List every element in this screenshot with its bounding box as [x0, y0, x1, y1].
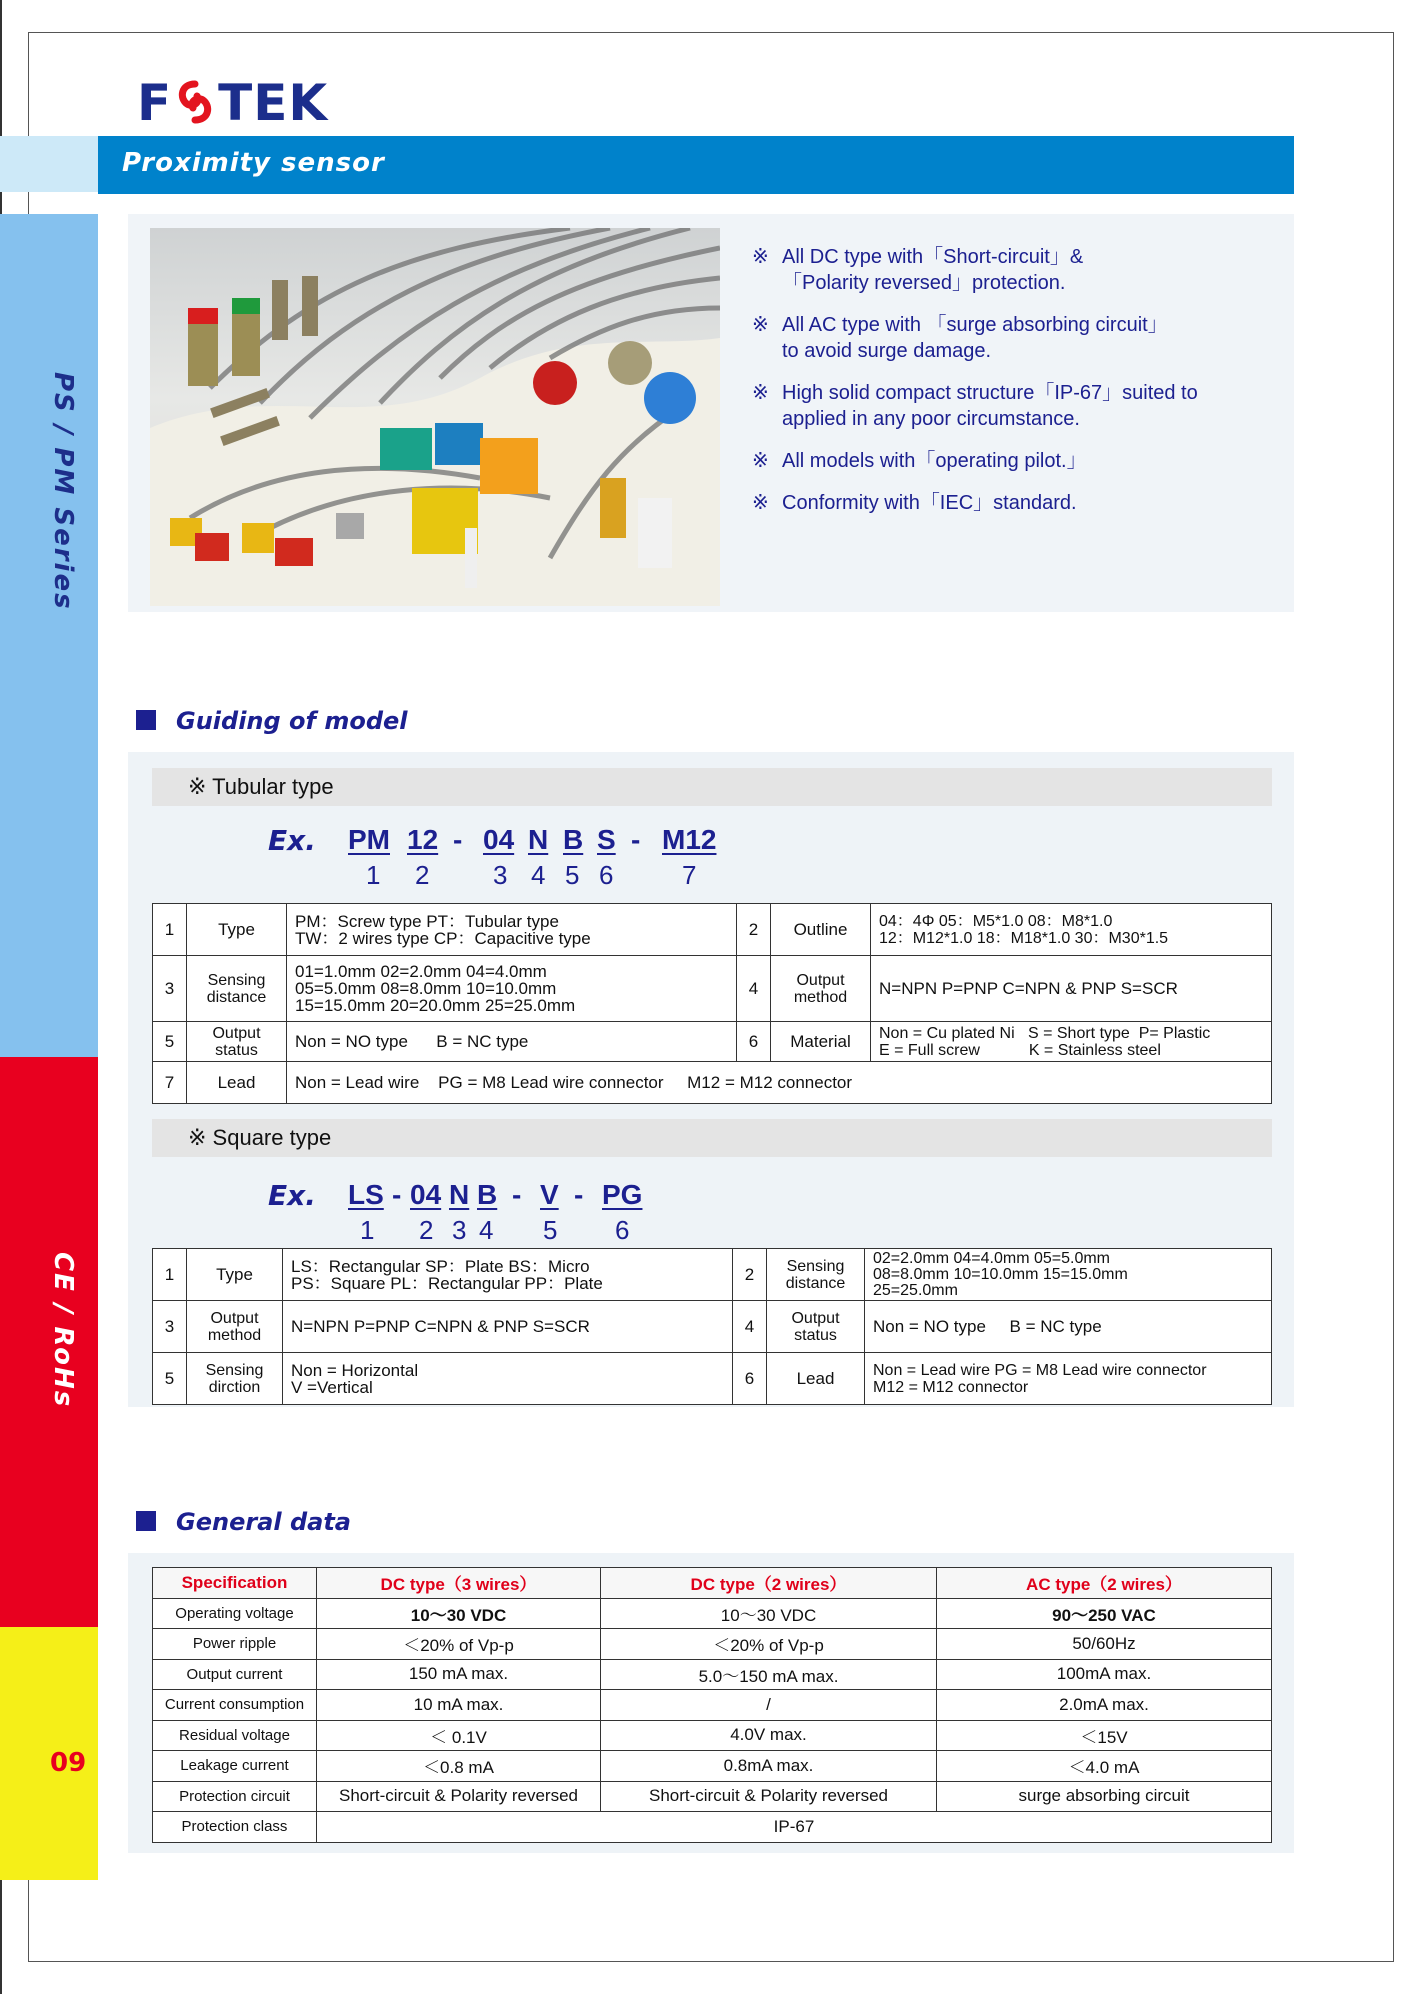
row-label: Outline: [771, 904, 871, 956]
table-row: [153, 1659, 1272, 1690]
banner-title: Proximity sensor: [122, 148, 385, 178]
table-row: [153, 1598, 1272, 1629]
guide-heading: [136, 707, 408, 735]
row-label: Sensing distance: [767, 1249, 865, 1301]
page-number: 09: [50, 1748, 87, 1778]
general-data-table: [152, 1567, 1272, 1843]
table-row: [153, 904, 1272, 956]
feature-mark: ※: [752, 314, 769, 336]
row-value: N=NPN P=PNP C=NPN & PNP S=SCR: [871, 956, 1272, 1022]
feature-list: [752, 244, 1272, 532]
series-label: PS / PM Series: [48, 372, 78, 611]
feature-text: Conformity with「IEC」standard.: [782, 492, 1077, 514]
feature-item: [752, 380, 1272, 432]
row-number: 7: [153, 1062, 187, 1104]
example-number: 7: [682, 860, 697, 890]
value-cell: ＜4.0 mA: [937, 1751, 1272, 1782]
example-part: PM: [348, 824, 390, 855]
spec-cell: Power ripple: [153, 1629, 317, 1660]
row-number: 3: [153, 1301, 187, 1353]
value-cell: 4.0V max.: [601, 1720, 937, 1751]
example-separator: -: [574, 1179, 584, 1210]
value-cell: 150 mA max.: [317, 1659, 601, 1690]
value-cell: ＜20% of Vp-p: [317, 1629, 601, 1660]
table-row: [153, 1690, 1272, 1721]
example-part: N: [449, 1179, 470, 1210]
row-number: 2: [737, 904, 771, 956]
square-title: ※ Square type: [188, 1125, 332, 1150]
example-part: LS: [348, 1179, 384, 1210]
spec-cell: Leakage current: [153, 1751, 317, 1782]
table-row: [153, 1353, 1272, 1405]
value-cell: surge absorbing circuit: [937, 1781, 1272, 1812]
feature-item: [752, 312, 1272, 364]
value-cell: Short-circuit & Polarity reversed: [601, 1781, 937, 1812]
example-part: 12: [407, 824, 439, 855]
value-cell: Short-circuit & Polarity reversed: [317, 1781, 601, 1812]
general-heading-text: General data: [176, 1508, 351, 1536]
example-number: 1: [360, 1215, 375, 1245]
feature-item: [752, 490, 1272, 516]
example-number: 3: [452, 1215, 467, 1245]
example-part: M12: [662, 824, 717, 855]
example-separator: -: [453, 824, 463, 855]
spec-cell: Protection class: [153, 1812, 317, 1843]
fotek-logo: [137, 74, 328, 132]
row-number: 4: [737, 956, 771, 1022]
heading-square-icon: [136, 710, 156, 730]
feature-text: High solid compact structure「IP-67」suited to: [782, 382, 1198, 404]
row-value: Non = Cu plated Ni S = Short type P= Plastic E = Full screw K = Stainless steel: [871, 1022, 1272, 1062]
table-row: [153, 1629, 1272, 1660]
header-cell: AC type（2 wires）: [937, 1568, 1272, 1599]
tubular-title: ※ Tubular type: [188, 774, 334, 799]
row-value: PM：Screw type PT：Tubular type TW：2 wires type CP：Capacitive type: [287, 904, 737, 956]
spec-cell: Residual voltage: [153, 1720, 317, 1751]
spec-cell: Protection circuit: [153, 1781, 317, 1812]
row-label: Type: [187, 1249, 283, 1301]
row-value: 04：4Φ 05：M5*1.0 08：M8*1.0 12：M12*1.0 18：M18*1.0 30：M30*1.5: [871, 904, 1272, 956]
value-cell: /: [601, 1690, 937, 1721]
row-number: 5: [153, 1353, 187, 1405]
row-label: Type: [187, 904, 287, 956]
row-label: Lead: [767, 1353, 865, 1405]
example-number: 4: [531, 860, 546, 890]
table-row: [153, 1812, 1272, 1843]
row-label: Output method: [187, 1301, 283, 1353]
example-separator: -: [392, 1179, 402, 1210]
row-value: 01=1.0mm 02=2.0mm 04=4.0mm 05=5.0mm 08=8.0mm 10=10.0mm 15=15.0mm 20=20.0mm 25=25.0mm: [287, 956, 737, 1022]
row-value: Non = Lead wire PG = M8 Lead wire connector M12 = M12 connector: [287, 1062, 1272, 1104]
table-row: [153, 1022, 1272, 1062]
row-number: 1: [153, 904, 187, 956]
example-part: 04: [410, 1179, 442, 1210]
strip-light-blue: [0, 136, 98, 192]
example-number: 2: [415, 860, 430, 890]
value-cell: 50/60Hz: [937, 1629, 1272, 1660]
value-cell: 2.0mA max.: [937, 1690, 1272, 1721]
example-number: 2: [419, 1215, 434, 1245]
value-cell: ＜15V: [937, 1720, 1272, 1751]
example-label: Ex.: [268, 1179, 316, 1212]
row-number: 1: [153, 1249, 187, 1301]
feature-text: to avoid surge damage.: [782, 340, 992, 362]
value-cell: 90～250 VAC: [937, 1598, 1272, 1629]
value-cell: IP-67: [317, 1812, 1272, 1843]
feature-text: All AC type with 「surge absorbing circuit」: [782, 314, 1168, 336]
value-cell: 100mA max.: [937, 1659, 1272, 1690]
header-cell: Specification: [153, 1568, 317, 1599]
row-value: Non = Lead wire PG = M8 Lead wire connector M12 = M12 connector: [865, 1353, 1272, 1405]
general-heading: [136, 1508, 351, 1536]
tubular-subtitle-bar: [152, 768, 1272, 806]
feature-text: 「Polarity reversed」protection.: [782, 272, 1066, 294]
row-label: Output status: [187, 1022, 287, 1062]
example-part: PG: [602, 1179, 643, 1210]
example-part: B: [477, 1179, 498, 1210]
row-label: Material: [771, 1022, 871, 1062]
feature-text: All models with「operating pilot.」: [782, 450, 1087, 472]
example-number: 6: [615, 1215, 630, 1245]
guide-heading-text: Guiding of model: [176, 707, 408, 735]
example-label: Ex.: [268, 824, 316, 857]
feature-mark: ※: [752, 246, 769, 268]
tubular-spec-table: [152, 903, 1272, 1104]
feature-mark: ※: [752, 450, 769, 472]
value-cell: 10 mA max.: [317, 1690, 601, 1721]
row-value: Non = NO type B = NC type: [865, 1301, 1272, 1353]
row-label: Output method: [771, 956, 871, 1022]
spec-cell: Output current: [153, 1659, 317, 1690]
heading-square-icon: [136, 1511, 156, 1531]
example-number: 6: [599, 860, 614, 890]
row-value: LS：Rectangular SP：Plate BS：Micro PS：Square PL：Rectangular PP：Plate: [283, 1249, 733, 1301]
strip-blue: [0, 214, 98, 1057]
header-cell: DC type（2 wires）: [601, 1568, 937, 1599]
value-cell: 10～30 VDC: [601, 1598, 937, 1629]
square-example: [268, 1179, 668, 1249]
logo-text: [137, 74, 329, 132]
row-number: 5: [153, 1022, 187, 1062]
feature-mark: ※: [752, 492, 769, 514]
feature-item: [752, 448, 1272, 474]
table-row: [153, 1249, 1272, 1301]
spec-cell: Current consumption: [153, 1690, 317, 1721]
feature-item: [752, 244, 1272, 296]
row-number: 6: [737, 1022, 771, 1062]
header-cell: DC type（3 wires）: [317, 1568, 601, 1599]
row-number: 6: [733, 1353, 767, 1405]
feature-mark: ※: [752, 382, 769, 404]
row-label: Lead: [187, 1062, 287, 1104]
product-photo: [150, 228, 720, 606]
row-value: Non = Horizontal V =Vertical: [283, 1353, 733, 1405]
row-value: 02=2.0mm 04=4.0mm 05=5.0mm 08=8.0mm 10=10.0mm 15=15.0mm 25=25.0mm: [865, 1249, 1272, 1301]
example-number: 1: [366, 860, 381, 890]
feature-text: All DC type with「Short-circuit」&: [782, 246, 1084, 268]
value-cell: ＜20% of Vp-p: [601, 1629, 937, 1660]
table-row: [153, 1781, 1272, 1812]
table-row: [153, 1301, 1272, 1353]
section-banner: [98, 136, 1294, 194]
example-part: 04: [483, 824, 515, 855]
example-part: B: [563, 824, 584, 855]
example-separator: -: [512, 1179, 522, 1210]
value-cell: 5.0～150 mA max.: [601, 1659, 937, 1690]
example-number: 4: [479, 1215, 494, 1245]
spec-cell: Operating voltage: [153, 1598, 317, 1629]
example-part: N: [528, 824, 549, 855]
row-label: Sensing distance: [187, 956, 287, 1022]
table-row: [153, 1062, 1272, 1104]
example-number: 5: [565, 860, 580, 890]
logo-wordmark: F TEK: [137, 74, 329, 132]
value-cell: ＜ 0.1V: [317, 1720, 601, 1751]
value-cell: 10～30 VDC: [317, 1598, 601, 1629]
feature-text: applied in any poor circumstance.: [782, 408, 1080, 430]
example-separator: -: [631, 824, 641, 855]
table-row: [153, 956, 1272, 1022]
cert-label: CE / RoHs: [48, 1252, 78, 1409]
row-number: 3: [153, 956, 187, 1022]
example-part: S: [597, 824, 616, 855]
value-cell: 0.8mA max.: [601, 1751, 937, 1782]
table-header-row: [153, 1568, 1272, 1599]
row-label: Sensing dirction: [187, 1353, 283, 1405]
row-value: Non = NO type B = NC type: [287, 1022, 737, 1062]
example-part: V: [540, 1179, 559, 1210]
table-row: [153, 1720, 1272, 1751]
row-number: 4: [733, 1301, 767, 1353]
square-spec-table: [152, 1248, 1272, 1405]
example-number: 3: [493, 860, 508, 890]
table-row: [153, 1751, 1272, 1782]
logo-swirl-icon: [175, 80, 215, 124]
value-cell: ＜0.8 mA: [317, 1751, 601, 1782]
product-illustration: [150, 228, 720, 606]
square-subtitle-bar: [152, 1119, 1272, 1157]
tubular-example: [268, 824, 748, 894]
row-label: Output status: [767, 1301, 865, 1353]
example-number: 5: [543, 1215, 558, 1245]
row-value: N=NPN P=PNP C=NPN & PNP S=SCR: [283, 1301, 733, 1353]
row-number: 2: [733, 1249, 767, 1301]
